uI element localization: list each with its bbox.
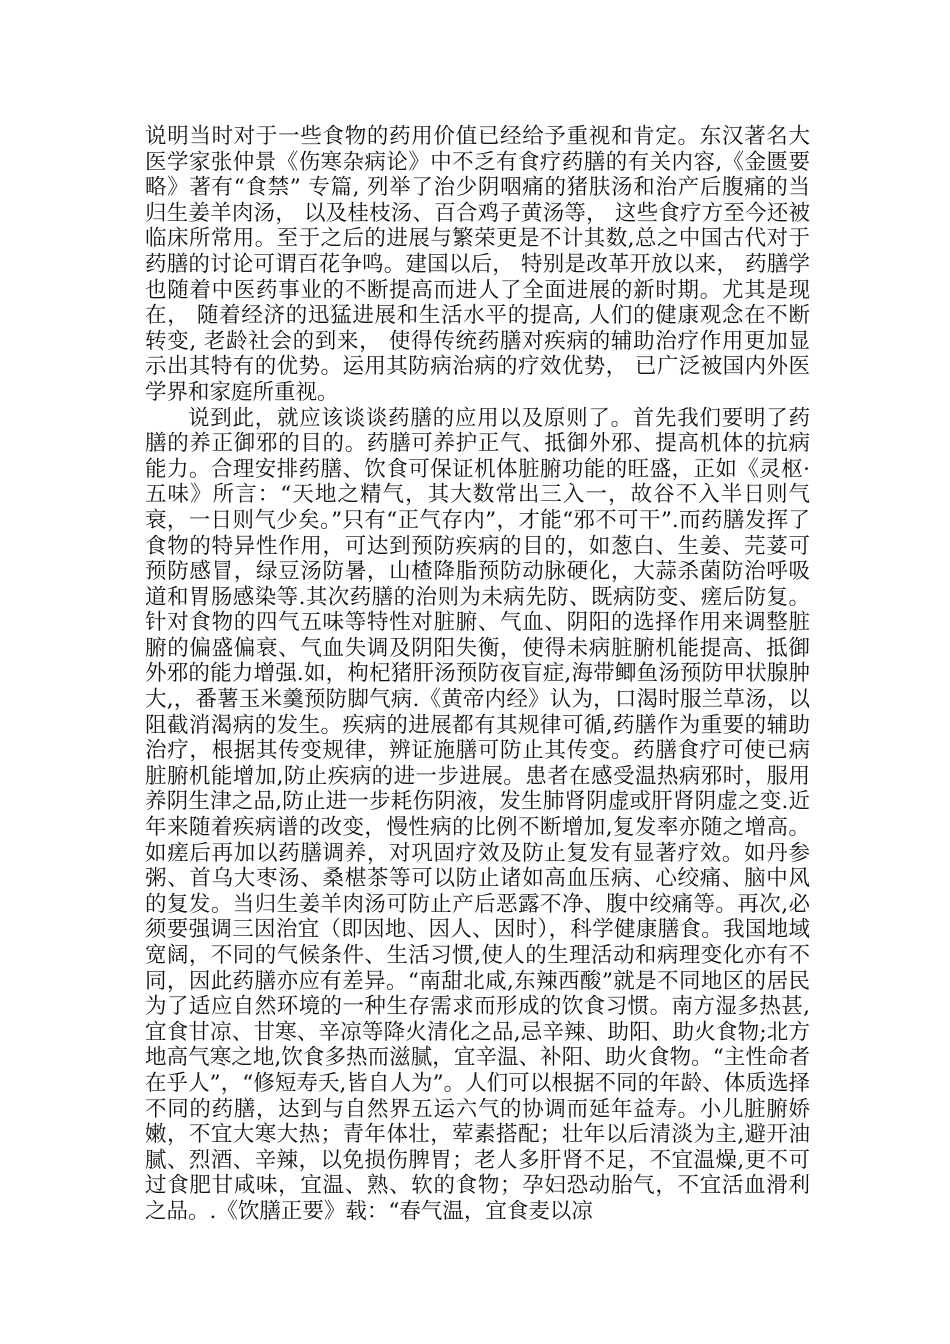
body-text [145,124,810,1225]
paragraph-1: 说明当时对于一些食物的药用价值已经给予重视和肯定。东汉著名大医学家张仲景《伤寒杂病论》中不乏有食疗药膳的有关内容,《金匮要略》著有“食禁” 专篇, 列举了治少阴咽痛的猪肤汤和治产后腹痛的当归生姜羊肉汤， 以及桂枝汤、百合鸡子黄汤等， 这些食疗方至今还被临床所常用。至于之后的进展与繁荣更是不计其数,总之中国古代对于药膳的讨论可谓百花争鸣。建国以后， 特别是改革开放以来， 药膳学也随着中医药事业的不断提高而进人了全面进展的新时期。尤其是现在， 随着经济的迅猛进展和生活水平的提高, 人们的健康观念在不断转变, 老龄社会的到来， 使得传统药膳对疾病的辅助治疗作用更加显示出其特有的优势。运用其防病治病的疗效优势， 已广泛被国内外医学界和家庭所重视。 [145,124,810,405]
paragraph-2: 说到此，就应该谈谈药膳的应用以及原则了。首先我们要明了药膳的养正御邪的目的。药膳可养护正气、抵御外邪、提高机体的抗病能力。合理安排药膳、饮食可保证机体脏腑功能的旺盛，正如《灵枢·五味》所言：“天地之精气，其大数常出三入一，故谷不入半日则气衰，一日则气少矣。”只有“正气存内”，才能“邪不可干”.而药膳发挥了食物的特异性作用，可达到预防疾病的目的，如葱白、生姜、芫荽可预防感冒，绿豆汤防暑，山楂降脂预防动脉硬化，大蒜杀菌防治呼吸道和胃肠感染等.其次药膳的治则为未病先防、既病防变、瘥后防复。针对食物的四气五味等特性对脏腑、气血、阴阳的选择作用来调整脏腑的偏盛偏衰、气血失调及阴阳失衡，使得未病脏腑机能提高、抵御外邪的能力增强.如，枸杞猪肝汤预防夜盲症,海带鲫鱼汤预防甲状腺肿大,，番薯玉米羹预防脚气病.《黄帝内经》认为，口渴时服兰草汤，以阻截消渴病的发生。疾病的进展都有其规律可循,药膳作为重要的辅助治疗，根据其传变规律，辨证施膳可防止其传变。药膳食疗可使已病脏腑机能增加,防止疾病的进一步进展。患者在感受温热病邪时，服用养阴生津之品,防止进一步耗伤阴液，发生肺肾阴虚或肝肾阴虚之变.近年来随着疾病谱的改变，慢性病的比例不断增加,复发率亦随之增高。如瘥后再加以药膳调养，对巩固疗效及防止复发有显著疗效。如丹参粥、首乌大枣汤、桑椹茶等可以防止诸如高血压病、心绞痛、脑中风的复发。当归生姜羊肉汤可防止产后恶露不净、腹中绞痛等。再次,必须要强调三因治宜（即因地、因人、因时），科学健康膳食。我国地域宽阔，不同的气候条件、生活习惯,使人的生理活动和病理变化亦有不同，因此药膳亦应有差异。“南甜北咸,东辣西酸”就是不同地区的居民为了适应自然环境的一种生存需求而形成的饮食习惯。南方湿多热甚,宜食甘凉、甘寒、辛凉等降火清化之品,忌辛辣、助阳、助火食物;北方地高气寒之地,饮食多热而滋腻，宜辛温、补阳、助火食物。“主性命者在乎人”，“修短寿夭,皆自人为”。人们可以根据不同的年龄、体质选择不同的药膳，达到与自然界五运六气的协调而延年益寿。小儿脏腑娇嫩，不宜大寒大热；青年体壮，荤素搭配；壮年以后清淡为主,避开油腻、烈酒、辛辣，以免损伤脾胃；老人多肝肾不足，不宜温燥,更不可过食肥甘咸味，宜温、熟、软的食物；孕妇恐动胎气，不宜活血滑利之品。.《饮膳正要》载：“春气温，宜食麦以凉 [145,405,810,1224]
